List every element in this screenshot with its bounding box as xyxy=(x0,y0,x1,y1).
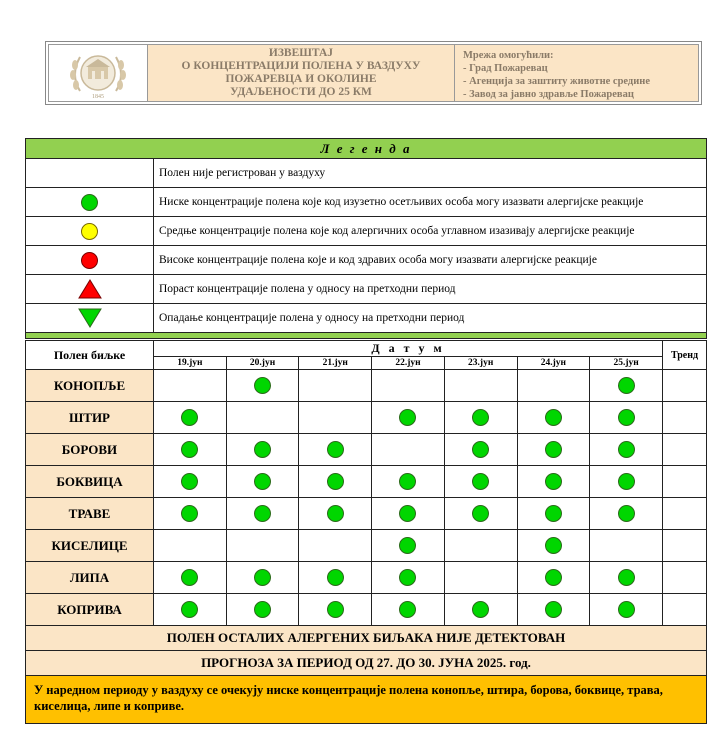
concentration-cell xyxy=(590,530,663,562)
plant-name: БОРОВИ xyxy=(26,434,154,466)
legend-title: Л е г е н д а xyxy=(26,139,707,159)
plant-name: ТРАВЕ xyxy=(26,498,154,530)
green-circle-icon xyxy=(618,473,635,490)
network-partners xyxy=(455,45,698,101)
plant-name: БОКВИЦА xyxy=(26,466,154,498)
date-header: 23.јун xyxy=(444,357,517,370)
concentration-cell xyxy=(444,562,517,594)
table-row xyxy=(26,594,707,626)
title-line: УДАЉЕНОСТИ ДО 25 КМ xyxy=(230,86,372,98)
green-circle-icon xyxy=(545,601,562,618)
forecast-text: У наредном периоду у ваздуху се очекују ниске концентрације полена конопље, штира, борова, боквице, трава, киселица, липе и коприве. xyxy=(26,676,707,724)
concentration-cell xyxy=(226,434,299,466)
table-row xyxy=(26,370,707,402)
concentration-cell xyxy=(226,562,299,594)
concentration-cell xyxy=(517,530,590,562)
plant-name: ШТИР xyxy=(26,402,154,434)
seal-year: 1845 xyxy=(92,94,104,100)
concentration-cell xyxy=(372,370,445,402)
date-column-header: Д а т у м xyxy=(154,341,663,357)
concentration-cell xyxy=(590,402,663,434)
legend-text: Високе концентрације полена које и код здравих особа могу изазвати алергијске реакције xyxy=(154,246,707,275)
legend-text: Средње концентрације полена које код алергичних особа углавном изазивају алергијске реакције xyxy=(154,217,707,246)
concentration-cell xyxy=(226,530,299,562)
concentration-cell xyxy=(154,530,227,562)
concentration-cell xyxy=(444,466,517,498)
green-circle-icon xyxy=(618,569,635,586)
green-circle-icon xyxy=(399,537,416,554)
concentration-cell xyxy=(517,594,590,626)
plant-column-header: Полен биљке xyxy=(26,341,154,370)
concentration-cell xyxy=(444,434,517,466)
title-line: ИЗВЕШТАЈ xyxy=(268,47,334,59)
concentration-cell xyxy=(299,498,372,530)
concentration-cell xyxy=(226,466,299,498)
green-circle-icon xyxy=(327,569,344,586)
concentration-cell xyxy=(372,498,445,530)
table-row xyxy=(26,498,707,530)
city-seal-logo xyxy=(49,45,148,101)
legend-table xyxy=(25,138,707,339)
concentration-cell xyxy=(154,498,227,530)
legend-text: Опадање концентрације полена у односу на претходни период xyxy=(154,304,707,333)
concentration-cell xyxy=(154,434,227,466)
green-circle-icon xyxy=(618,377,635,394)
concentration-cell xyxy=(154,562,227,594)
green-circle-icon xyxy=(545,441,562,458)
red-up-triangle-icon xyxy=(77,278,103,300)
concentration-cell xyxy=(517,466,590,498)
plant-name: ЛИПА xyxy=(26,562,154,594)
table-row xyxy=(26,434,707,466)
concentration-cell xyxy=(372,402,445,434)
green-circle-icon xyxy=(618,441,635,458)
date-header: 25.јун xyxy=(590,357,663,370)
legend-text: Полен није регистрован у ваздуху xyxy=(154,159,707,188)
green-circle-icon xyxy=(399,569,416,586)
report-title xyxy=(148,45,455,101)
concentration-cell xyxy=(590,434,663,466)
network-item: - Агенција за заштиту животне средине xyxy=(463,76,651,87)
concentration-cell xyxy=(226,498,299,530)
concentration-cell xyxy=(517,370,590,402)
trend-cell xyxy=(663,370,707,402)
green-circle-icon xyxy=(327,473,344,490)
trend-cell xyxy=(663,498,707,530)
date-header: 24.јун xyxy=(517,357,590,370)
green-circle-icon xyxy=(181,473,198,490)
green-circle-icon xyxy=(545,409,562,426)
trend-cell xyxy=(663,434,707,466)
legend-text: Пораст концентрације полена у односу на претходни период xyxy=(154,275,707,304)
green-circle-icon xyxy=(618,601,635,618)
concentration-cell xyxy=(372,594,445,626)
trend-cell xyxy=(663,530,707,562)
green-circle-icon xyxy=(254,601,271,618)
concentration-cell xyxy=(299,370,372,402)
legend-symbol-none xyxy=(26,159,154,188)
concentration-cell xyxy=(226,370,299,402)
green-circle-icon xyxy=(545,505,562,522)
concentration-cell xyxy=(372,466,445,498)
concentration-cell xyxy=(444,402,517,434)
legend-divider xyxy=(26,333,707,339)
concentration-cell xyxy=(299,466,372,498)
network-label: Мрежа омогућили: xyxy=(463,50,554,61)
green-circle-icon xyxy=(181,569,198,586)
network-item: - Завод за јавно здравље Пожаревац xyxy=(463,89,634,100)
forecast-title: ПРОГНОЗА ЗА ПЕРИОД ОД 27. ДО 30. ЈУНА 2025. год. xyxy=(26,651,707,676)
green-circle-icon xyxy=(254,377,271,394)
green-circle-icon xyxy=(472,601,489,618)
concentration-cell xyxy=(226,594,299,626)
green-circle-icon xyxy=(399,601,416,618)
green-circle-icon xyxy=(254,505,271,522)
green-circle-icon xyxy=(327,505,344,522)
concentration-cell xyxy=(299,434,372,466)
concentration-cell xyxy=(154,370,227,402)
table-row xyxy=(26,530,707,562)
green-circle-icon xyxy=(399,473,416,490)
trend-column-header: Тренд xyxy=(663,341,707,370)
green-circle-icon xyxy=(545,473,562,490)
green-circle-icon xyxy=(545,537,562,554)
trend-cell xyxy=(663,466,707,498)
green-circle-icon xyxy=(472,441,489,458)
concentration-cell xyxy=(517,498,590,530)
green-circle-icon xyxy=(327,441,344,458)
green-circle-icon xyxy=(472,505,489,522)
date-header: 20.јун xyxy=(226,357,299,370)
green-circle-icon xyxy=(181,601,198,618)
trend-cell xyxy=(663,402,707,434)
table-row xyxy=(26,402,707,434)
concentration-cell xyxy=(517,434,590,466)
green-circle-icon xyxy=(254,473,271,490)
pollen-table xyxy=(25,340,707,724)
concentration-cell xyxy=(372,562,445,594)
concentration-cell xyxy=(590,594,663,626)
plant-name: КОНОПЉЕ xyxy=(26,370,154,402)
report-header xyxy=(45,41,702,105)
title-line: ПОЖАРЕВЦА И ОКОЛИНЕ xyxy=(225,73,377,85)
plant-name: КИСЕЛИЦЕ xyxy=(26,530,154,562)
green-circle-icon xyxy=(399,409,416,426)
green-circle-icon xyxy=(181,505,198,522)
date-header: 22.јун xyxy=(372,357,445,370)
concentration-cell xyxy=(299,594,372,626)
green-circle-icon xyxy=(618,505,635,522)
green-circle-icon xyxy=(254,441,271,458)
green-circle-icon xyxy=(545,569,562,586)
concentration-cell xyxy=(299,402,372,434)
green-circle-icon xyxy=(327,601,344,618)
concentration-cell xyxy=(444,498,517,530)
concentration-cell xyxy=(444,594,517,626)
green-circle-icon xyxy=(472,409,489,426)
green-circle-icon xyxy=(618,409,635,426)
concentration-cell xyxy=(372,434,445,466)
concentration-cell xyxy=(299,530,372,562)
concentration-cell xyxy=(226,402,299,434)
trend-cell xyxy=(663,594,707,626)
other-allergens-banner: ПОЛЕН ОСТАЛИХ АЛЕРГЕНИХ БИЉАКА НИЈЕ ДЕТЕКТОВАН xyxy=(26,626,707,651)
legend-text: Ниске концентрације полена које код изузетно осетљивих особа могу изазвати алергијске реакције xyxy=(154,188,707,217)
table-row xyxy=(26,562,707,594)
concentration-cell xyxy=(590,370,663,402)
green-circle-icon xyxy=(181,441,198,458)
concentration-cell xyxy=(154,466,227,498)
concentration-cell xyxy=(154,402,227,434)
concentration-cell xyxy=(444,370,517,402)
green-circle-icon xyxy=(254,569,271,586)
red-circle-icon xyxy=(81,252,98,269)
table-row xyxy=(26,466,707,498)
green-circle-icon xyxy=(472,473,489,490)
concentration-cell xyxy=(299,562,372,594)
pollen-rows xyxy=(26,370,707,626)
green-circle-icon xyxy=(181,409,198,426)
green-down-triangle-icon xyxy=(77,307,103,329)
network-item: - Град Пожаревац xyxy=(463,63,548,74)
plant-name: КОПРИВА xyxy=(26,594,154,626)
date-header: 21.јун xyxy=(299,357,372,370)
concentration-cell xyxy=(517,402,590,434)
concentration-cell xyxy=(372,530,445,562)
title-line: О КОНЦЕНТРАЦИЈИ ПОЛЕНА У ВАЗДУХУ xyxy=(181,60,421,72)
concentration-cell xyxy=(590,498,663,530)
yellow-circle-icon xyxy=(81,223,98,240)
concentration-cell xyxy=(590,562,663,594)
green-circle-icon xyxy=(399,505,416,522)
concentration-cell xyxy=(154,594,227,626)
concentration-cell xyxy=(590,466,663,498)
date-header: 19.јун xyxy=(154,357,227,370)
green-circle-icon xyxy=(81,194,98,211)
concentration-cell xyxy=(517,562,590,594)
concentration-cell xyxy=(444,530,517,562)
trend-cell xyxy=(663,562,707,594)
